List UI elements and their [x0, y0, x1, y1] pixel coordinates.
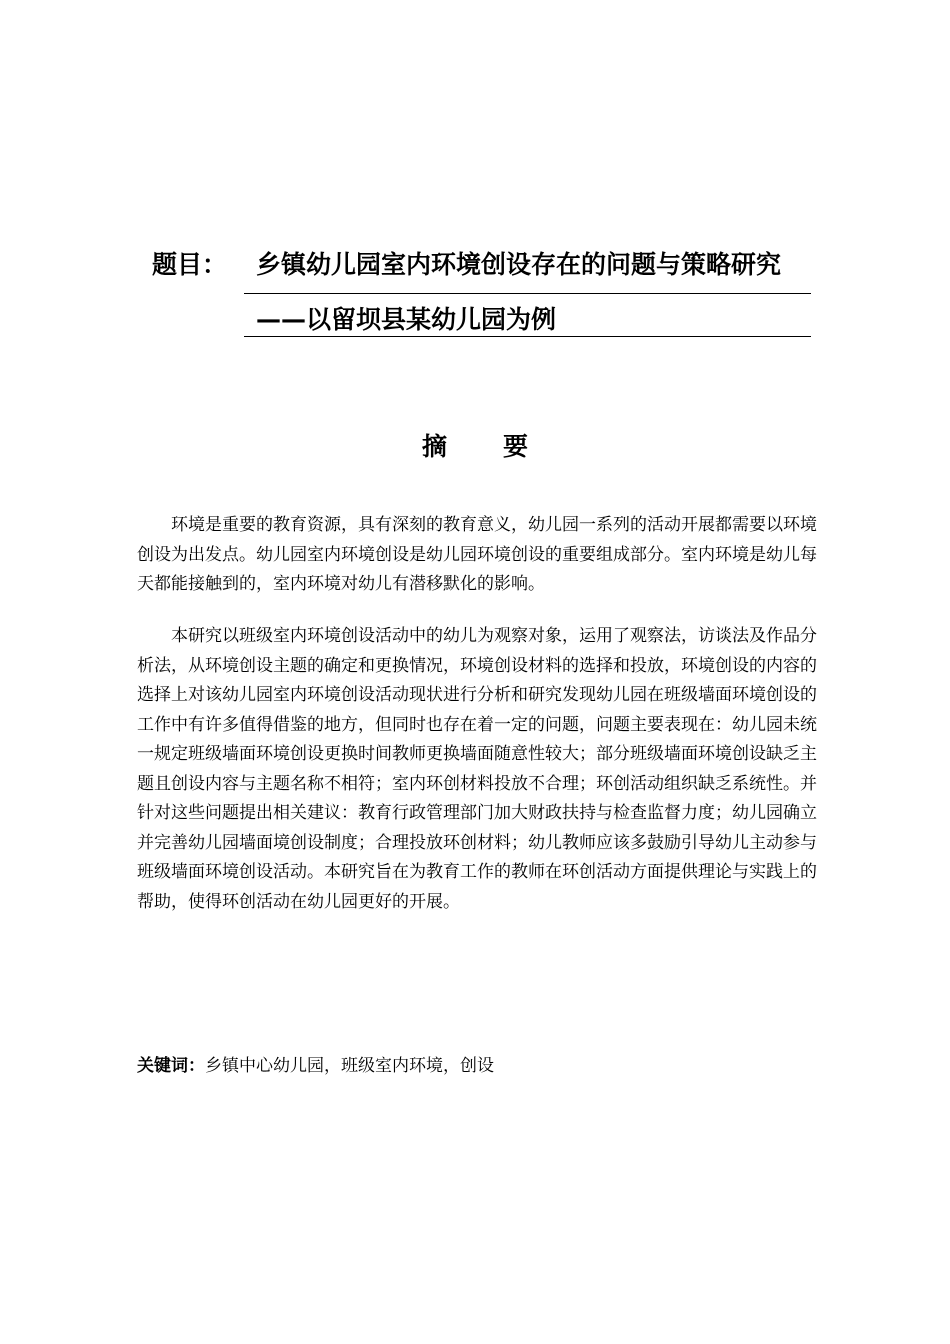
keywords — [137, 1052, 817, 1080]
abstract-heading: 摘要 — [421, 432, 584, 461]
keywords-value: 乡镇中心幼儿园，班级室内环境，创设 — [205, 1056, 494, 1076]
keywords-label: 关键词： — [137, 1056, 205, 1076]
title-main: 乡镇幼儿园室内环境创设存在的问题与策略研究 — [256, 250, 782, 279]
abstract-paragraph-2: 本研究以班级室内环境创设活动中的幼儿为观察对象，运用了观察法，访谈法及作品分析法，从环境创设主题的确定和更换情况，环境创设材料的选择和投放，环境创设的内容的选择上对该幼儿园室内环境创设活动现状进行分析和研究发现幼儿园在班级墙面环境创设的工作中有许多值得借鉴的地方，但同时也存在着一定的问题，问题主要表现在：幼儿园未统一规定班级墙面环境创设更换时间教师更换墙面随意性较大；部分班级墙面环境创设缺乏主题且创设内容与主题名称不相符；室内环创材料投放不合理；环创活动组织缺乏系统性。并针对这些问题提出相关建议：教育行政管理部门加大财政扶持与检查监督力度；幼儿园确立并完善幼儿园墙面境创设制度；合理投放环创材料；幼儿教师应该多鼓励引导幼儿主动参与班级墙面环境创设活动。本研究旨在为教育工作的教师在环创活动方面提供理论与实践上的帮助，使得环创活动在幼儿园更好的开展。 — [137, 626, 817, 912]
abstract-paragraph-1: 环境是重要的教育资源，具有深刻的教育意义，幼儿园一系列的活动开展都需要以环境创设为出发点。幼儿园室内环境创设是幼儿园环境创设的重要组成部分。室内环境是幼儿每天都能接触到的，室内环境对幼儿有潜移默化的影响。 — [137, 515, 817, 594]
title-subtitle-line — [244, 303, 811, 337]
title-main-line — [244, 248, 811, 294]
title-subtitle: ——以留坝县某幼儿园为例 — [256, 305, 557, 334]
title-label: 题目： — [152, 250, 228, 279]
